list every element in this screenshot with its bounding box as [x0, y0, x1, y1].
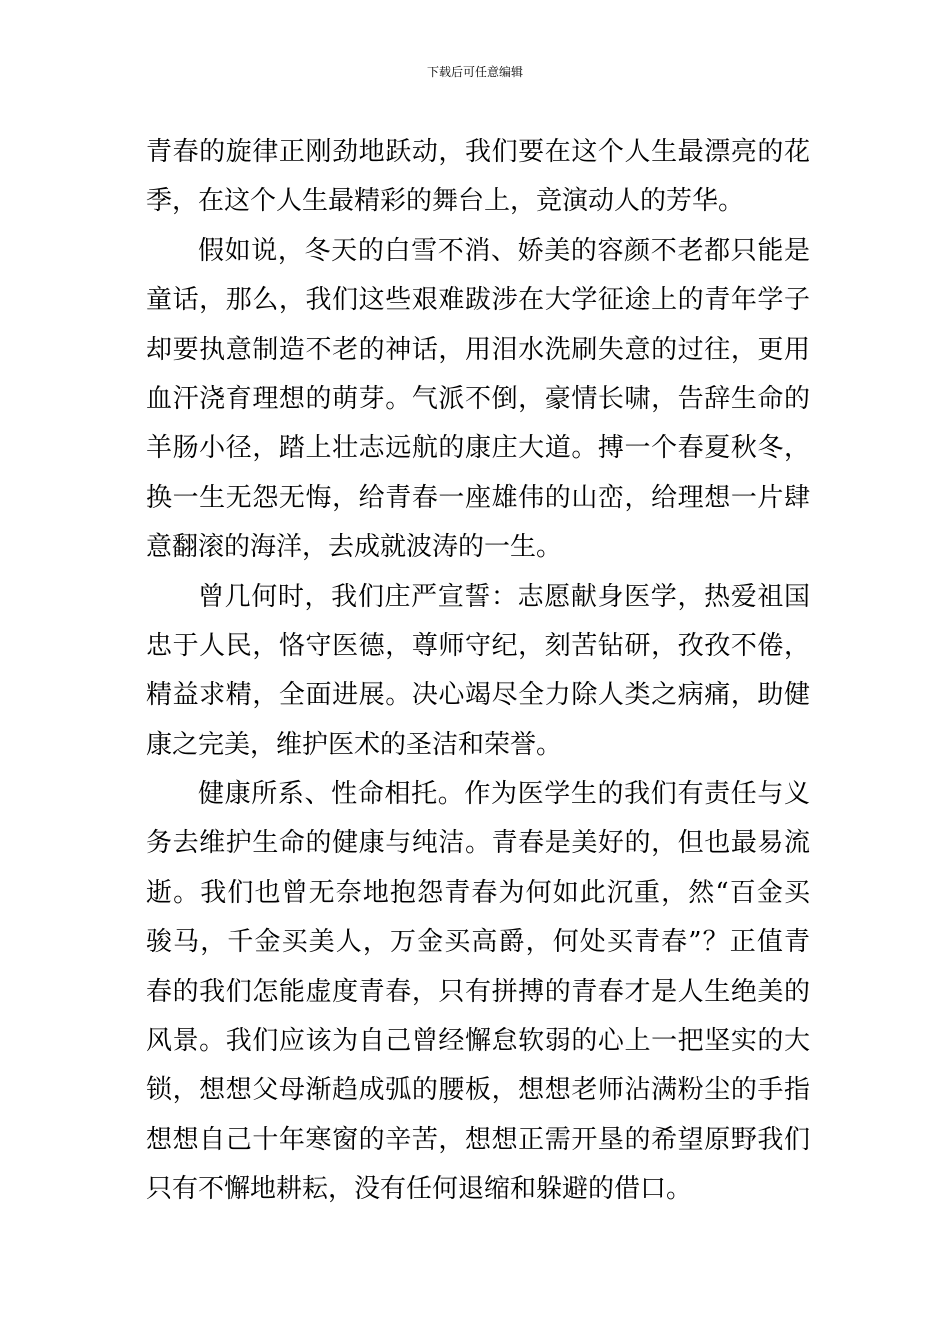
text-line: 童话，那么，我们这些艰难跋涉在大学征途上的青年学子: [146, 285, 810, 316]
document-body: [146, 128, 810, 1215]
text-line: 忠于人民，恪守医德，尊师守纪，刻苦钻研，孜孜不倦，: [146, 630, 810, 661]
text-line: 意翻滚的海洋，去成就波涛的一生。: [146, 532, 563, 563]
text-line: 精益求精，全面进展。决心竭尽全力除人类之病痛，助健: [146, 680, 810, 711]
paragraph: [146, 128, 810, 227]
text-line: 骏马，千金买美人，万金买高爵，何处买青春”？正值青: [146, 927, 810, 958]
text-line: 血汗浇育理想的萌芽。气派不倒，豪情长啸，告辞生命的: [146, 383, 810, 414]
paragraph: [146, 227, 810, 573]
text-line: 羊肠小径，踏上壮志远航的康庄大道。搏一个春夏秋冬，: [146, 433, 810, 464]
text-line: 风景。我们应该为自己曾经懈怠软弱的心上一把坚实的大: [146, 1026, 810, 1057]
text-line: 曾几何时，我们庄严宣誓：志愿献身医学，热爱祖国: [198, 581, 810, 612]
text-line: 逝。我们也曾无奈地抱怨青春为何如此沉重，然“百金买: [146, 877, 810, 908]
paragraph: [146, 573, 810, 771]
text-line: 青春的旋律正刚劲地跃动，我们要在这个人生最漂亮的花: [146, 137, 810, 167]
text-line: 想想自己十年寒窗的辛苦，想想正需开垦的希望原野我们: [146, 1124, 810, 1155]
text-line: 假如说，冬天的白雪不消、娇美的容颜不老都只能是: [198, 235, 810, 266]
text-line: 却要执意制造不老的神话，用泪水洗刷失意的过往，更用: [146, 334, 810, 365]
text-line: 春的我们怎能虚度青春，只有拼搏的青春才是人生绝美的: [146, 976, 810, 1007]
text-line: 务去维护生命的健康与纯洁。青春是美好的，但也最易流: [146, 828, 810, 859]
text-line: 季，在这个人生最精彩的舞台上，竞演动人的芳华。: [146, 186, 745, 217]
page-header: 下载后可任意编辑: [426, 65, 523, 79]
text-line: 只有不懈地耕耘，没有任何退缩和躲避的借口。: [146, 1174, 693, 1205]
text-line: 康之完美，维护医术的圣洁和荣誉。: [146, 729, 563, 760]
text-line: 换一生无怨无悔，给青春一座雄伟的山峦，给理想一片肆: [146, 482, 810, 513]
text-line: 健康所系、性命相托。作为医学生的我们有责任与义: [198, 779, 810, 810]
text-line: 锁，想想父母渐趋成弧的腰板，想想老师沾满粉尘的手指: [146, 1075, 810, 1106]
paragraph: [146, 770, 810, 1215]
